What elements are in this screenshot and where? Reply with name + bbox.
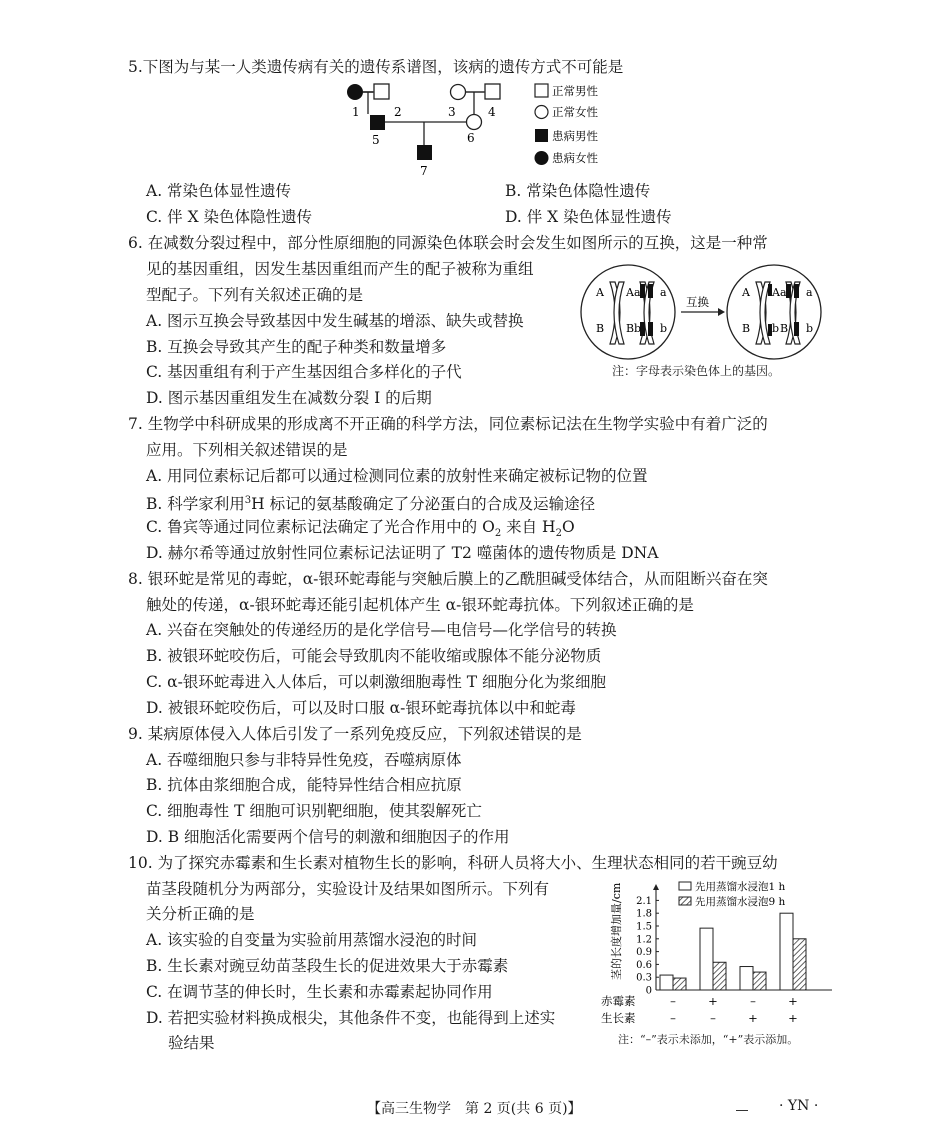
gene-right-8: b — [806, 322, 814, 335]
legend-normal-female: 正常女性 — [552, 105, 598, 119]
legend-9h: 先用蒸馏水浸泡9 h — [695, 896, 786, 908]
q7-c-sub2: 2 — [555, 528, 562, 540]
chart-note: 注：“–”表示未添加，“+”表示添加。 — [618, 1033, 799, 1046]
q6-stem-line-1: 6. 在减数分裂过程中，部分性原细胞的同源染色体联会时会发生如图所示的互换，这是一种常 — [128, 234, 768, 252]
q5-option-b[interactable]: B. 常染色体隐性遗传 — [505, 182, 651, 200]
exchange-label: 互换 — [686, 295, 709, 309]
page-footer: 【高三生物学 第 2 页(共 6 页)】 — [367, 1101, 582, 1117]
pedigree-member-3 — [451, 85, 466, 100]
row-label-auxin: 生长素 — [601, 1011, 636, 1025]
q6-option-c[interactable]: C. 基因重组有利于产生基因组合多样化的子代 — [146, 363, 462, 381]
q7-c-sub1: 2 — [494, 528, 502, 540]
q6-stem-line-3: 型配子。下列有关叙述正确的是 — [146, 286, 364, 304]
footer-mark: · YN · — [779, 1098, 819, 1114]
q8-stem-line-2: 触处的传递，α-银环蛇毒还能引起机体产生 α-银环蛇毒抗体。下列叙述正确的是 — [146, 596, 694, 614]
q7-option-b[interactable] — [146, 491, 595, 514]
pedigree-member-5 — [370, 115, 385, 130]
q7-c-mid: 来自 H — [501, 518, 556, 536]
pedigree-label-3: 3 — [448, 105, 456, 119]
gene-right-3: a — [780, 286, 787, 299]
q7-b-pre: B. 科学家利用 — [146, 495, 245, 514]
gene-left-4: a — [660, 286, 667, 299]
q9-option-b[interactable]: B. 抗体由浆细胞合成，能特异性结合相应抗原 — [146, 776, 462, 794]
chart-y-tick-label: 0.3 — [636, 972, 652, 984]
q8-stem-line-1: 8. 银环蛇是常见的毒蛇，α-银环蛇毒能与突触后膜上的乙酰胆碱受体结合，从而阻断兴奋在突 — [128, 570, 768, 588]
q5-option-c[interactable]: C. 伴 X 染色体隐性遗传 — [146, 208, 313, 226]
gene-right-2: A — [772, 286, 780, 299]
q9-option-c[interactable]: C. 细胞毒性 T 细胞可识别靶细胞，使其裂解死亡 — [146, 802, 482, 820]
gene-left-6: B — [626, 322, 635, 335]
pedigree-label-5: 5 — [372, 133, 380, 147]
q6-figure-note: 注：字母表示染色体上的基因。 — [612, 364, 781, 378]
chart-y-tick-label: 1.8 — [636, 908, 652, 920]
gene-left-1: A — [596, 286, 604, 299]
auxin-mark-3: + — [748, 1011, 758, 1025]
q6-option-a[interactable]: A. 图示互换会导致基因中发生碱基的增添、缺失或替换 — [146, 312, 524, 330]
q9-option-d[interactable]: D. B 细胞活化需要两个信号的刺激和细胞因子的作用 — [146, 828, 510, 846]
chart-y-tick-label: 2.1 — [636, 895, 652, 907]
q5-stem: 5.下图为与某一人类遗传病有关的遗传系谱图，该病的遗传方式不可能是 — [128, 58, 624, 76]
q7-option-c[interactable] — [146, 517, 575, 544]
chart-y-tick-label: 1.5 — [636, 921, 652, 933]
q10-option-d-cont: 验结果 — [168, 1034, 215, 1052]
gene-left-7: b — [634, 322, 642, 335]
q5-option-d[interactable]: D. 伴 X 染色体显性遗传 — [505, 208, 672, 226]
cell-before — [581, 265, 675, 359]
q7-c-post: O — [561, 518, 575, 536]
bar-9h-group-4 — [793, 939, 806, 990]
q7-b-sup: 3 — [244, 495, 252, 506]
legend-affected-male-icon — [535, 129, 548, 142]
q10-option-a[interactable]: A. 该实验的自变量为实验前用蒸馏水浸泡的时间 — [146, 931, 478, 949]
pedigree-label-6: 6 — [467, 131, 475, 145]
q7-stem-line-1: 7. 生物学中科研成果的形成离不开正确的科学方法，同位素标记法在生物学实验中有着广泛的 — [128, 415, 768, 433]
pedigree-label-4: 4 — [488, 105, 496, 119]
gene-left-5: B — [596, 322, 605, 335]
legend-normal-female-icon — [535, 106, 548, 119]
q7-stem-line-2: 应用。下列相关叙述错误的是 — [146, 441, 348, 459]
pedigree-member-4 — [485, 84, 500, 99]
q5-option-a[interactable]: A. 常染色体显性遗传 — [146, 182, 292, 200]
gibberellin-mark-4: + — [788, 994, 798, 1008]
gene-right-4: a — [806, 286, 813, 299]
legend-normal-male: 正常男性 — [552, 84, 598, 98]
legend-affected-female-icon — [535, 151, 549, 165]
bar-9h-group-1 — [673, 978, 686, 990]
footer-dash — [736, 1100, 748, 1111]
q9-stem: 9. 某病原体侵入人体后引发了一系列免疫反应，下列叙述错误的是 — [128, 725, 582, 743]
legend-normal-male-icon — [535, 84, 548, 97]
chart-y-arrow-icon — [653, 884, 659, 890]
q9-option-a[interactable]: A. 吞噬细胞只参与非特异性免疫，吞噬病原体 — [146, 751, 462, 769]
q7-c-pre: C. 鲁宾等通过同位素标记法确定了光合作用中的 O — [146, 518, 495, 536]
bar-9h-group-3 — [753, 972, 766, 990]
legend-1h-swatch — [679, 882, 691, 890]
bar-1h-group-2 — [700, 928, 713, 990]
q6-option-d[interactable]: D. 图示基因重组发生在减数分裂 Ⅰ 的后期 — [146, 389, 432, 407]
row-label-gibberellin: 赤霉素 — [601, 994, 636, 1008]
gene-left-8: b — [660, 322, 668, 335]
q10-option-d[interactable]: D. 若把实验材料换成根尖，其他条件不变，也能得到上述实 — [146, 1009, 556, 1027]
chart-y-tick-label: 1.2 — [636, 934, 652, 946]
q5-pedigree — [340, 78, 640, 180]
q10-stem-line-2: 苗茎段随机分为两部分，实验设计及结果如图所示。下列有 — [146, 880, 550, 898]
pedigree-label-2: 2 — [394, 105, 402, 119]
legend-affected-male: 患病男性 — [552, 129, 598, 143]
gene-left-3: a — [634, 286, 641, 299]
pedigree-member-7 — [417, 145, 432, 160]
gene-right-6: b — [772, 322, 780, 335]
pedigree-member-1 — [347, 84, 363, 100]
cell-after — [727, 265, 821, 359]
q8-option-c[interactable]: C. α-银环蛇毒进入人体后，可以刺激细胞毒性 T 细胞分化为浆细胞 — [146, 673, 607, 691]
q10-bar-chart — [600, 872, 840, 1047]
auxin-mark-1: – — [670, 1011, 676, 1025]
q10-option-c[interactable]: C. 在调节茎的伸长时，生长素和赤霉素起协同作用 — [146, 983, 493, 1001]
auxin-mark-2: – — [710, 1011, 716, 1025]
q8-option-d[interactable]: D. 被银环蛇咬伤后，可以及时口服 α-银环蛇毒抗体以中和蛇毒 — [146, 699, 576, 717]
q6-stem-line-2: 见的基因重组，因发生基因重组而产生的配子被称为重组 — [146, 260, 534, 278]
q7-option-d[interactable]: D. 赫尔希等通过放射性同位素标记法证明了 T2 噬菌体的遗传物质是 DNA — [146, 544, 659, 562]
chart-y-label: 茎的长度增加量/cm — [610, 882, 623, 980]
pedigree-member-6 — [467, 115, 482, 130]
q10-stem-line-1: 10. 为了探究赤霉素和生长素对植物生长的影响，科研人员将大小、生理状态相同的若干豌豆幼 — [128, 854, 778, 872]
gibberellin-mark-2: + — [708, 994, 718, 1008]
pedigree-label-7: 7 — [420, 164, 428, 178]
gene-left-2: A — [626, 286, 634, 299]
gibberellin-mark-3: – — [750, 994, 756, 1008]
bar-9h-group-2 — [713, 962, 726, 990]
bar-1h-group-1 — [660, 975, 673, 990]
chart-y-tick-label: 0.6 — [636, 959, 652, 971]
legend-9h-swatch — [679, 897, 691, 905]
auxin-mark-4: + — [788, 1011, 798, 1025]
pedigree-member-2 — [374, 84, 389, 99]
bar-1h-group-3 — [740, 967, 753, 990]
pedigree-label-1: 1 — [352, 105, 360, 119]
q6-option-b[interactable]: B. 互换会导致其产生的配子种类和数量增多 — [146, 338, 447, 356]
legend-1h: 先用蒸馏水浸泡1 h — [695, 881, 786, 893]
legend-affected-female: 患病女性 — [552, 151, 598, 165]
q8-option-a[interactable]: A. 兴奋在突触处的传递经历的是化学信号—电信号—化学信号的转换 — [146, 621, 617, 639]
gibberellin-mark-1: – — [670, 994, 676, 1008]
q7-b-post: H 标记的氨基酸确定了分泌蛋白的合成及运输途径 — [251, 495, 596, 514]
gene-right-1: A — [742, 286, 750, 299]
chart-y-tick-label: 0.9 — [636, 947, 652, 959]
q10-stem-line-3: 关分析正确的是 — [146, 905, 255, 923]
chart-y-tick-label: 0 — [645, 985, 652, 997]
gene-right-7: B — [780, 322, 789, 335]
q7-option-a[interactable]: A. 用同位素标记后都可以通过检测同位素的放射性来确定被标记物的位置 — [146, 467, 648, 485]
q8-option-b[interactable]: B. 被银环蛇咬伤后，可能会导致肌肉不能收缩或腺体不能分泌物质 — [146, 647, 602, 665]
bar-1h-group-4 — [780, 913, 793, 990]
q10-option-b[interactable]: B. 生长素对豌豆幼苗茎段生长的促进效果大于赤霉素 — [146, 957, 509, 975]
gene-right-5: B — [742, 322, 751, 335]
